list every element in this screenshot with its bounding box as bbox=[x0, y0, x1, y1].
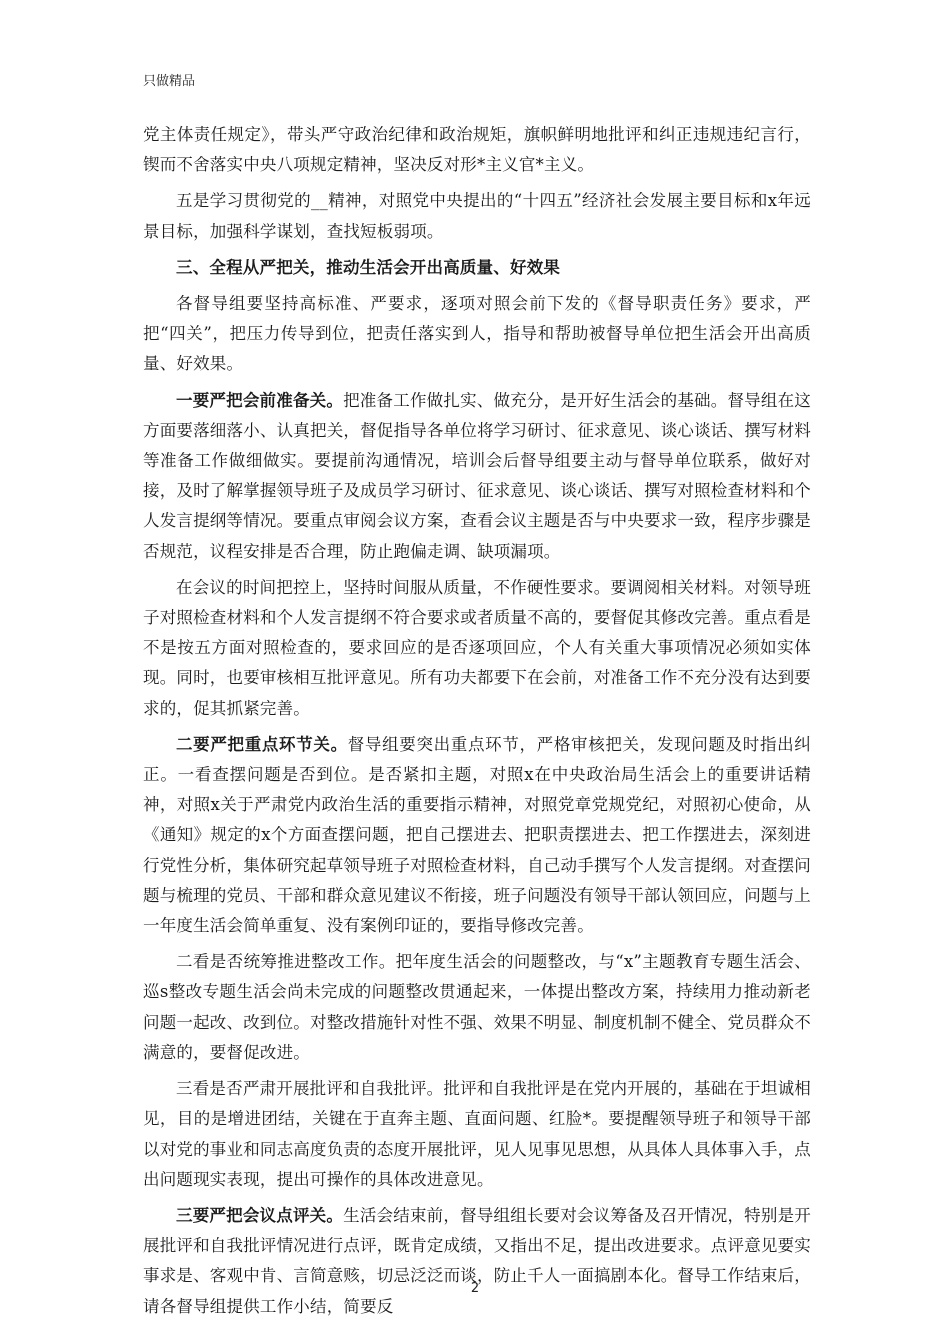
paragraph: 三看是否严肃开展批评和自我批评。批评和自我批评是在党内开展的，基础在于坦诚相见，目的是增进团结，关键在于直奔主题、直面问题、红脸*。要提醒领导班子和领导干部以对党的事业和同志高度负责的态度开展批评，见人见事见思想，从具体人具体事入手，点出问题现实表现，提出可操作的具体改进意见。 bbox=[143, 1079, 811, 1189]
paragraph: 二看是否统筹推进整改工作。把年度生活会的问题整改，与“x”主题教育专题生活会、巡s整改专题生活会尚未完成的问题整改贯通起来，一体提出整改方案，持续用力推动新老问题一起改、改到位。对整改措施针对性不强、效果不明显、制度机制不健全、党员群众不满意的，要督促改进。 bbox=[143, 952, 811, 1062]
document-body bbox=[143, 120, 811, 1328]
page-header: 只做精品 bbox=[143, 74, 196, 89]
paragraph: 五是学习贯彻党的__精神，对照党中央提出的“十四五”经济社会发展主要目标和x年远景目标，加强科学谋划，查找短板弱项。 bbox=[143, 191, 811, 241]
paragraph: 各督导组要坚持高标准、严要求，逐项对照会前下发的《督导职责任务》要求，严把“四关”，把压力传导到位，把责任落实到人，指导和帮助被督导单位把生活会开出高质量、好效果。 bbox=[143, 294, 811, 374]
paragraph: 党主体责任规定》，带头严守政治纪律和政治规矩，旗帜鲜明地批评和纠正违规违纪言行，锲而不舍落实中央八项规定精神，坚决反对形*主义官*主义。 bbox=[143, 125, 811, 175]
paragraph-text: 督导组要突出重点环节，严格审核把关，发现问题及时指出纠正。一看查摆问题是否到位。是否紧扣主题，对照x在中央政治局生活会上的重要讲话精神，对照x关于严肃党内政治生活的重要指示精神，对照党章党规党纪，对照初心使命，从《通知》规定的x个方面查摆问题，把自己摆进去、把职责摆进去、把工作摆进去，深刻进行党性分析，集体研究起草领导班子对照检查材料，自己动手撰写个人发言提纲。对查摆问题与梳理的党员、干部和群众意见建议不衔接，班子问题没有领导干部认领回应，问题与上一年度生活会简单重复、没有案例印证的，要指导修改完善。 bbox=[143, 734, 811, 936]
paragraph-lead: 一要严把会前准备关。 bbox=[176, 390, 344, 410]
paragraph: 在会议的时间把控上，坚持时间服从质量，不作硬性要求。要调阅相关材料。对领导班子对照检查材料和个人发言提纲不符合要求或者质量不高的，要督促其修改完善。重点看是不是按五方面对照检查的，要求回应的是否逐项回应，个人有关重大事项情况必须如实体现。同时，也要审核相互批评意见。所有功夫都要下在会前，对准备工作不充分没有达到要求的，促其抓紧完善。 bbox=[143, 577, 811, 718]
paragraph-text: 生活会结束前，督导组组长要对会议筹备及召开情况，特别是开展批评和自我批评情况进行点评，既肯定成绩，又指出不足，提出改进要求。点评意见要实事求是、客观中肯、言简意赅，切忌泛泛而谈，防止千人一面搞剧本化。督导工作结束后，请各督导组提供工作小结，简要反 bbox=[143, 1205, 811, 1316]
paragraph-lead: 二要严把重点环节关。 bbox=[176, 734, 348, 754]
paragraph-text: 把准备工作做扎实、做充分，是开好生活会的基础。督导组在这方面要落细落小、认真把关，督促指导各单位将学习研讨、征求意见、谈心谈话、撰写材料等准备工作做细做实。要提前沟通情况，培训会后督导组要主动与督导单位联系，做好对接，及时了解掌握领导班子及成员学习研讨、征求意见、谈心谈话、撰写对照检查材料和个人发言提纲等情况。要重点审阅会议方案，查看会议主题是否与中央要求一致，程序步骤是否规范，议程安排是否合理，防止跑偏走调、缺项漏项。 bbox=[143, 390, 811, 561]
paragraph bbox=[143, 1201, 811, 1322]
paragraph bbox=[143, 386, 811, 567]
page-number: 2 bbox=[470, 1281, 480, 1296]
paragraph-lead: 三要严把会议点评关。 bbox=[176, 1205, 344, 1225]
paragraph bbox=[143, 730, 811, 941]
section-heading: 三、全程从严把关，推动生活会开出高质量、好效果 bbox=[176, 257, 561, 277]
